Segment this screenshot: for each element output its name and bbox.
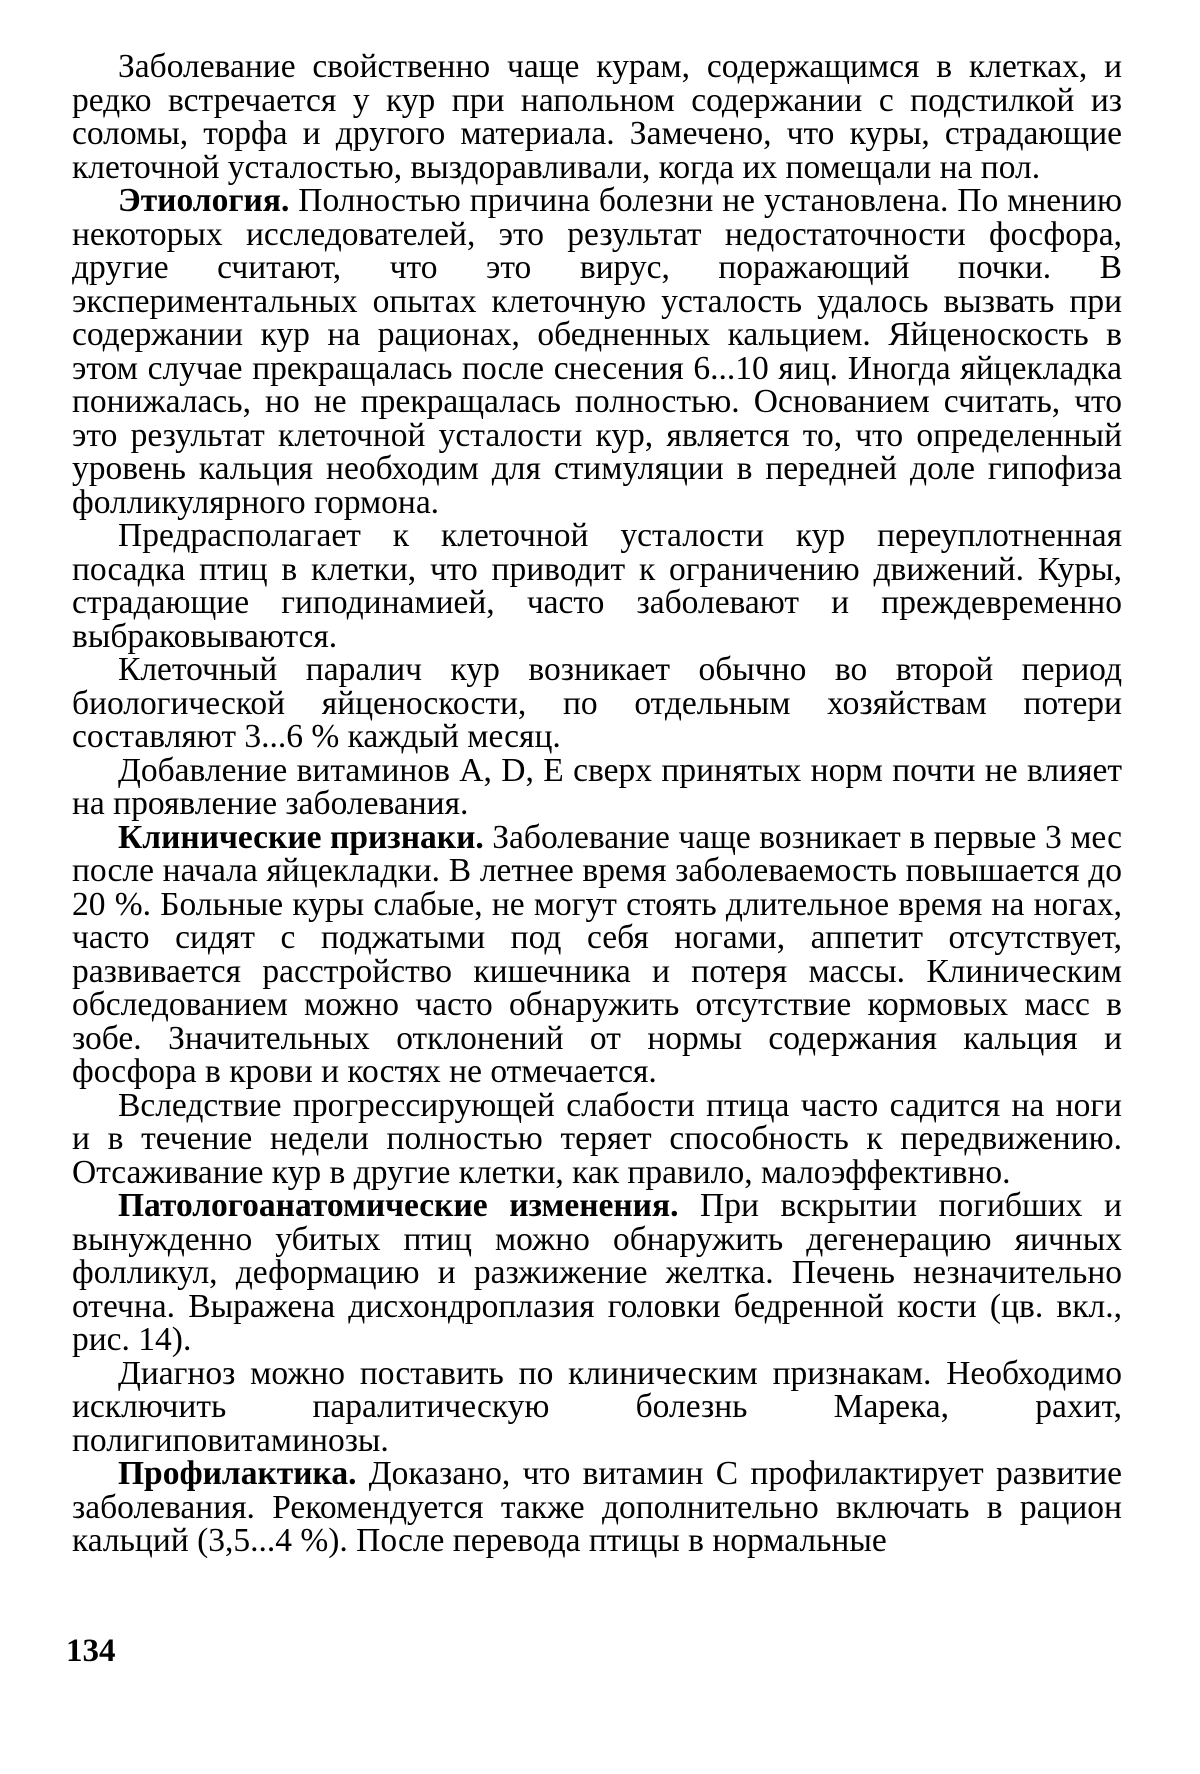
paragraph-diagnosis — [72, 1354, 1122, 1459]
paragraph-progression — [72, 1086, 1122, 1191]
section-heading-pathology: Патологоанатомические изменения. — [118, 1187, 679, 1224]
paragraph-text: Полностью причина болезни не установлена. По мнению некоторых исследователей, это результат недостаточности фосфора, другие считают, что это вирус, поражающий почки. В экспериментальных опытах клеточную усталость удалось вызвать при содержании кур на рационах, обедненных кальцием. Яйценоскость в этом случае прекращалась после снесения 6...10 яиц. Иногда яйцекладка понижалась, но не прекращалась полностью. Основанием считать, что это результат клеточной усталости кур, является то, что определенный уровень кальция необходим для стимуляции в передней доле гипофиза фолликулярного гормона. — [72, 182, 1122, 521]
paragraph-text: При вскрытии погибших и вынужденно убитых птиц можно обнаружить дегенерацию яичных фолликул, деформацию и разжижение желтка. Печень незначительно отечна. Выражена дисхондроплазия головки бедренной кости (цв. вкл., рис. 14). — [72, 1187, 1122, 1358]
paragraph-etiology — [72, 184, 1122, 519]
page-body — [72, 50, 1122, 1558]
paragraph-clinical-signs — [72, 818, 1122, 1090]
paragraph-pathology — [72, 1189, 1122, 1357]
paragraph-text: Добавление витаминов A, D, E сверх принятых норм почти не влияет на проявление заболевания. — [72, 751, 1122, 822]
paragraph-intro — [72, 50, 1122, 184]
paragraph-text: Предрасполагает к клеточной усталости кур переуплотненная посадка птиц в клетки, что приводит к ограничению движений. Куры, страдающие гиподинамией, часто заболевают и преждевременно выбраковываются. — [72, 517, 1122, 655]
paragraph-text: Вследствие прогрессирующей слабости птица часто садится на ноги и в течение недели полностью теряет способность к передвижению. Отсаживание кур в другие клетки, как правило, малоэффективно. — [72, 1086, 1122, 1191]
section-heading-prevention: Профилактика. — [118, 1455, 357, 1492]
section-heading-etiology: Этиология. — [118, 182, 290, 219]
paragraph-text: Диагноз можно поставить по клиническим признакам. Необходимо исключить паралитическую болезнь Марека, рахит, полигиповитаминозы. — [72, 1354, 1122, 1459]
paragraph-paralysis — [72, 653, 1122, 754]
paragraph-text: Заболевание свойственно чаще курам, содержащимся в клетках, и редко встречается у кур при напольном содержании с подстилкой из соломы, торфа и другого материала. Замечено, что куры, страдающие клеточной усталостью, выздоравливали, когда их помещали на пол. — [72, 48, 1122, 186]
paragraph-predisposition — [72, 519, 1122, 653]
paragraph-text: Доказано, что витамин C профилактирует развитие заболевания. Рекомендуется также дополнительно включать в рацион кальций (3,5...4 %). После перевода птицы в нормальные — [72, 1455, 1122, 1559]
page-number: 134 — [66, 1633, 116, 1669]
paragraph-text: Заболевание чаще возникает в первые 3 мес после начала яйцекладки. В летнее время заболеваемость повышается до 20 %. Больные куры слабые, не могут стоять длительное время на ногах, часто сидят с поджатыми под себя ногами, аппетит отсутствует, развивается расстройство кишечника и потеря массы. Клиническим обследованием можно часто обнаружить отсутствие кормовых масс в зобе. Значительных отклонений от нормы содержания кальция и фосфора в крови и костях не отмечается. — [72, 818, 1122, 1090]
paragraph-prevention — [72, 1457, 1122, 1558]
section-heading-clinical-signs: Клинические признаки. — [118, 818, 484, 856]
paragraph-text: Клеточный паралич кур возникает обычно во второй период биологической яйценоскости, по отдельным хозяйствам потери составляют 3...6 % каждый месяц. — [72, 651, 1122, 755]
paragraph-vitamins — [72, 751, 1122, 822]
